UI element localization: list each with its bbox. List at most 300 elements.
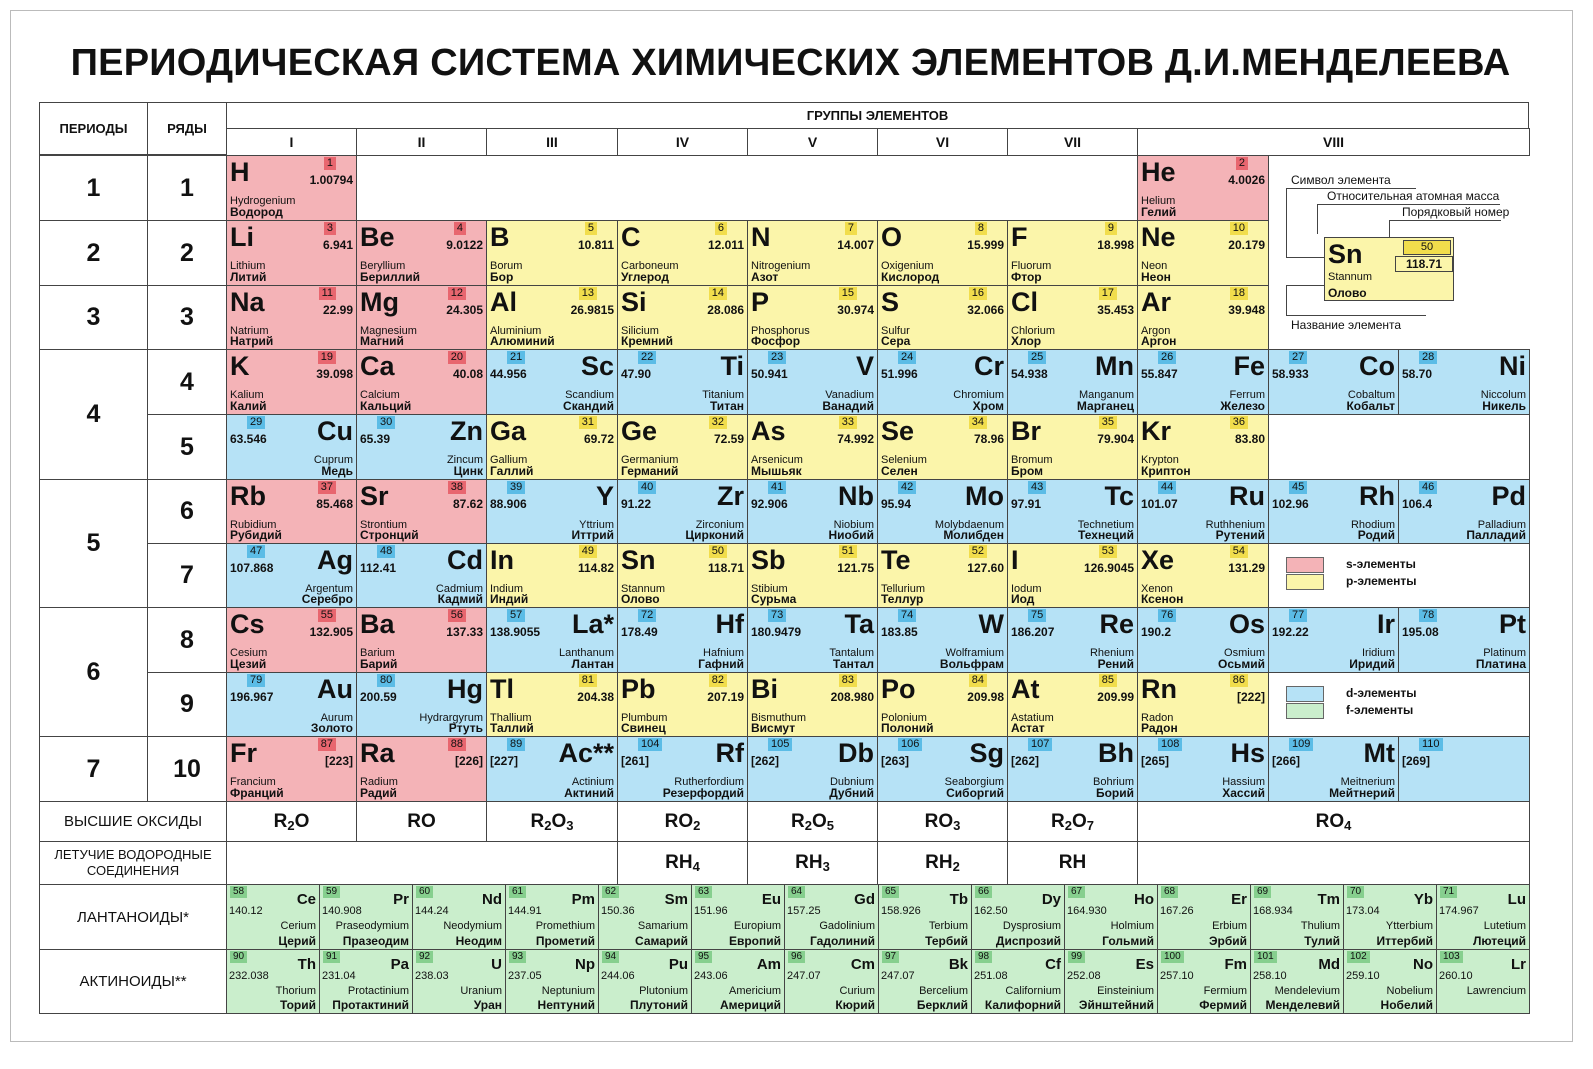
- element-cell-n: [747, 220, 878, 286]
- element-symbol: Gd: [854, 891, 875, 908]
- element-russian-name: Литий: [230, 270, 267, 284]
- element-number: 107: [1028, 738, 1052, 751]
- group-label: IV: [675, 134, 690, 150]
- element-mass: 259.10: [1346, 970, 1380, 982]
- element-latin-name: Cesium: [230, 647, 268, 659]
- element-symbol: He: [1141, 157, 1176, 187]
- element-russian-name: Плутоний: [630, 998, 688, 1012]
- element-latin-name: Arsenicum: [751, 454, 803, 466]
- actinide-cell-es: [1064, 949, 1158, 1014]
- element-latin-name: Fluorum: [1011, 260, 1052, 272]
- element-latin-name: Plutonium: [639, 985, 688, 997]
- rows-header: [147, 102, 227, 155]
- period-cell: [39, 155, 148, 221]
- element-cell-at: [1007, 672, 1138, 737]
- element-mass: 208.980: [830, 690, 874, 704]
- element-number: 60: [416, 886, 433, 898]
- element-number: 30: [377, 416, 395, 429]
- element-latin-name: Europium: [733, 920, 781, 932]
- element-number: 25: [1028, 351, 1046, 364]
- element-russian-name: Германий: [621, 464, 679, 478]
- element-mass: 58.933: [1272, 367, 1309, 381]
- legend-label-s: s-элементы: [1346, 557, 1416, 571]
- element-cell-cr: [877, 349, 1008, 415]
- formula-part: O: [294, 810, 310, 832]
- element-number: 86: [1230, 674, 1248, 687]
- element-mass: 88.906: [490, 497, 527, 511]
- key-line: [1286, 285, 1287, 316]
- element-symbol: Tb: [949, 891, 968, 908]
- element-mass: 173.04: [1346, 905, 1380, 917]
- element-russian-name: Гелий: [1141, 205, 1177, 219]
- element-russian-name: Медь: [321, 464, 353, 478]
- element-latin-name: Gallium: [490, 454, 528, 466]
- element-russian-name: Марганец: [1076, 399, 1134, 413]
- formula-part: RH: [925, 852, 953, 873]
- element-number: 102: [1347, 951, 1370, 963]
- element-symbol: Y: [595, 481, 614, 511]
- element-mass: 9.0122: [446, 238, 483, 252]
- legend-swatch-p: [1286, 574, 1324, 590]
- element-russian-name: Криптон: [1141, 464, 1191, 478]
- element-latin-name: Molybdaenum: [934, 519, 1004, 531]
- element-number: 45: [1289, 481, 1307, 494]
- element-latin-name: Dubnium: [829, 776, 874, 788]
- element-latin-name: Ytterbium: [1385, 920, 1433, 932]
- element-latin-name: Hafnium: [703, 647, 744, 659]
- element-mass: 252.08: [1067, 970, 1101, 982]
- formula-part: RH: [665, 852, 693, 873]
- element-cell-ga: [486, 414, 618, 480]
- key-sample-latin: Stannum: [1328, 271, 1373, 283]
- element-latin-name: Ruthhenium: [1205, 519, 1265, 531]
- element-number: 105: [768, 738, 792, 751]
- element-mass: 22.99: [322, 303, 353, 317]
- element-mass: 92.906: [751, 497, 788, 511]
- key-sample-mass: 118.71: [1395, 256, 1453, 272]
- element-mass: 107.868: [230, 561, 274, 575]
- formula-subscript: 2: [693, 817, 701, 833]
- element-number: 110: [1419, 738, 1443, 751]
- element-latin-name: Protactinium: [347, 985, 409, 997]
- element-cell-sr: [356, 479, 487, 544]
- element-latin-name: Lanthanum: [558, 647, 614, 659]
- element-number: 68: [1161, 886, 1178, 898]
- element-number: 54: [1230, 545, 1248, 558]
- element-symbol: Ce: [296, 891, 316, 908]
- element-mass: 14.007: [837, 238, 874, 252]
- element-mass: [227]: [490, 754, 519, 768]
- element-russian-name: Эрбий: [1208, 934, 1247, 948]
- element-latin-name: Titanium: [702, 389, 744, 401]
- formula-part: R: [273, 810, 288, 832]
- element-mass: 39.098: [316, 367, 353, 381]
- element-latin-name: Americium: [729, 985, 781, 997]
- element-symbol: Pt: [1499, 609, 1526, 639]
- element-latin-name: Cobaltum: [1347, 389, 1395, 401]
- element-latin-name: Carboneum: [621, 260, 679, 272]
- element-mass: 195.08: [1402, 625, 1439, 639]
- row-cell: [147, 414, 227, 480]
- lanthanide-cell-eu: [691, 884, 785, 950]
- element-number: 103: [1440, 951, 1463, 963]
- element-symbol: Rh: [1359, 481, 1395, 511]
- group-header-1: [226, 128, 357, 156]
- element-symbol: Sm: [664, 891, 688, 908]
- element-russian-name: Титан: [709, 399, 744, 413]
- element-symbol: No: [1413, 956, 1433, 973]
- element-mass: 247.07: [881, 970, 915, 982]
- element-symbol: Ac**: [558, 738, 614, 768]
- element-symbol: In: [490, 545, 514, 575]
- element-number: 38: [448, 481, 466, 494]
- period-cell: [39, 349, 148, 480]
- element-latin-name: Nitrogenium: [751, 260, 811, 272]
- row-number: 2: [180, 238, 194, 267]
- element-mass: 167.26: [1160, 905, 1194, 917]
- oxide-formula: [407, 811, 436, 833]
- element-mass: 26.9815: [570, 303, 614, 317]
- element-cell-al: [486, 285, 618, 350]
- element-cell-mo: [877, 479, 1008, 544]
- group-header-3: [486, 128, 618, 156]
- element-cell-ti: [617, 349, 748, 415]
- element-russian-name: Гадолиний: [810, 934, 875, 948]
- element-symbol: Br: [1011, 416, 1042, 446]
- element-russian-name: Свинец: [621, 721, 666, 735]
- element-russian-name: Бром: [1011, 464, 1044, 478]
- element-russian-name: Вольфрам: [939, 657, 1004, 671]
- element-latin-name: Palladium: [1477, 519, 1526, 531]
- element-cell-co: [1268, 349, 1399, 415]
- element-mass: 87.62: [452, 497, 483, 511]
- period-cell: [39, 220, 148, 286]
- element-symbol: Ba: [360, 609, 395, 639]
- group-label: VII: [1063, 134, 1082, 150]
- element-russian-name: Сурьма: [751, 592, 797, 606]
- element-mass: 32.066: [967, 303, 1004, 317]
- actinide-cell-md: [1250, 949, 1344, 1014]
- element-symbol: C: [621, 222, 641, 252]
- element-symbol: O: [881, 222, 903, 252]
- element-russian-name: Америций: [719, 998, 781, 1012]
- element-symbol: W: [978, 609, 1004, 639]
- element-mass: 101.07: [1141, 497, 1178, 511]
- element-russian-name: Ртуть: [448, 721, 483, 735]
- hydrides-label-text: ЛЕТУЧИЕ ВОДОРОДНЫЕ СОЕДИНЕНИЯ: [54, 847, 212, 878]
- element-mass: 209.98: [967, 690, 1004, 704]
- element-cell-rf: [617, 736, 748, 802]
- actinide-cell-no: [1343, 949, 1437, 1014]
- element-russian-name: Фермий: [1199, 998, 1247, 1012]
- element-mass: 83.80: [1234, 432, 1265, 446]
- element-russian-name: Теллур: [881, 592, 924, 606]
- element-mass: 196.967: [230, 690, 274, 704]
- element-latin-name: Chromium: [953, 389, 1004, 401]
- element-symbol: Cr: [973, 351, 1004, 381]
- element-latin-name: Actinium: [571, 776, 614, 788]
- element-russian-name: Магний: [360, 334, 404, 348]
- element-latin-name: Bromum: [1011, 454, 1053, 466]
- element-russian-name: Астат: [1011, 721, 1045, 735]
- element-latin-name: Manganum: [1078, 389, 1134, 401]
- element-mass: 192.22: [1272, 625, 1309, 639]
- element-russian-name: Радий: [360, 786, 397, 800]
- element-mass: 35.453: [1097, 303, 1134, 317]
- oxide-formula: [1051, 811, 1094, 833]
- element-latin-name: Selenium: [881, 454, 927, 466]
- element-symbol: Be: [360, 222, 395, 252]
- element-russian-name: Кремний: [621, 334, 674, 348]
- element-number: 27: [1289, 351, 1307, 364]
- legend-sp: [1286, 557, 1486, 593]
- actinide-cell-fm: [1157, 949, 1251, 1014]
- element-number: 78: [1419, 609, 1437, 622]
- formula-part: R: [1051, 810, 1065, 832]
- element-cell-bi: [747, 672, 878, 737]
- formula-part: RH: [795, 852, 823, 873]
- element-latin-name: Aluminium: [490, 325, 542, 337]
- element-mass: 65.39: [360, 432, 391, 446]
- element-number: 7: [845, 222, 857, 235]
- legend-df: [1286, 686, 1486, 722]
- element-mass: 69.72: [583, 432, 614, 446]
- element-cell-si: [617, 285, 748, 350]
- element-cell-pb: [617, 672, 748, 737]
- element-mass: 251.08: [974, 970, 1008, 982]
- group-label: VIII: [1322, 134, 1344, 150]
- element-latin-name: Erbium: [1212, 920, 1247, 932]
- hydride-cell-group-7: [1007, 841, 1138, 885]
- oxides-label: [39, 801, 227, 842]
- formula-part: O: [551, 810, 567, 832]
- element-symbol: Hg: [447, 674, 483, 704]
- element-mass: 243.06: [694, 970, 728, 982]
- element-mass: 78.96: [973, 432, 1004, 446]
- oxide-cell-group-6: [877, 801, 1008, 842]
- element-russian-name: Фосфор: [751, 334, 801, 348]
- row-number: 6: [180, 497, 194, 525]
- formula-part: RO: [924, 810, 954, 832]
- element-latin-name: Chlorium: [1011, 325, 1056, 337]
- lanthanide-cell-pm: [505, 884, 599, 950]
- hydrides-label: [39, 841, 227, 885]
- element-symbol: Rn: [1141, 674, 1177, 704]
- element-number: 48: [377, 545, 395, 558]
- element-mass: 164.930: [1067, 905, 1107, 917]
- element-russian-name: Серебро: [301, 592, 353, 606]
- element-latin-name: Cadmium: [435, 583, 483, 595]
- element-latin-name: Neodymium: [443, 920, 502, 932]
- element-russian-name: Алюминий: [490, 334, 555, 348]
- element-number: 20: [448, 351, 466, 364]
- element-latin-name: Bercelium: [919, 985, 968, 997]
- element-symbol: Ra: [360, 738, 395, 768]
- group-label: I: [289, 134, 294, 150]
- element-russian-name: Рений: [1097, 657, 1134, 671]
- element-latin-name: Tellurium: [881, 583, 926, 595]
- formula-subscript: 2: [1064, 817, 1072, 833]
- key-line: [1317, 204, 1500, 205]
- element-russian-name: Актиний: [564, 786, 614, 800]
- element-symbol: Sb: [751, 545, 786, 575]
- element-number: 90: [230, 951, 247, 963]
- element-mass: 44.956: [490, 367, 527, 381]
- period-cell: [39, 736, 148, 802]
- element-mass: 231.04: [322, 970, 356, 982]
- element-number: 80: [377, 674, 395, 687]
- element-russian-name: Калий: [230, 399, 267, 413]
- element-cell-be: [356, 220, 487, 286]
- element-symbol: Pb: [621, 674, 656, 704]
- element-symbol: Np: [575, 956, 595, 973]
- element-number: 92: [416, 951, 433, 963]
- element-mass: [262]: [1011, 754, 1040, 768]
- element-cell-hf: [617, 607, 748, 673]
- element-symbol: Ag: [317, 545, 353, 575]
- element-symbol: Sg: [969, 738, 1004, 768]
- element-mass: 127.60: [967, 561, 1004, 575]
- element-number: 62: [602, 886, 619, 898]
- element-mass: 50.941: [751, 367, 788, 381]
- formula-subscript: 4: [692, 859, 700, 874]
- lanthanide-cell-pr: [319, 884, 413, 950]
- element-mass: 151.96: [694, 905, 728, 917]
- element-cell-k: [226, 349, 357, 415]
- key-line: [1286, 285, 1325, 286]
- element-number: 63: [695, 886, 712, 898]
- element-russian-name: Франций: [230, 786, 284, 800]
- element-russian-name: Фтор: [1011, 270, 1042, 284]
- element-symbol: Li: [230, 222, 254, 252]
- element-mass: 132.905: [309, 625, 353, 639]
- element-mass: 118.71: [707, 561, 744, 575]
- element-latin-name: Nobelium: [1386, 985, 1433, 997]
- element-latin-name: Neon: [1141, 260, 1168, 272]
- element-symbol: Cu: [317, 416, 353, 446]
- element-cell-as: [747, 414, 878, 480]
- element-latin-name: Aurum: [320, 712, 353, 724]
- lanthanide-label-text: ЛАНТАНОИДЫ*: [77, 908, 189, 926]
- element-cell-bh: [1007, 736, 1138, 802]
- actinide-cell-cm: [784, 949, 879, 1014]
- element-latin-name: Borum: [490, 260, 523, 272]
- element-latin-name: Thallium: [490, 712, 532, 724]
- element-number: 12: [448, 287, 466, 300]
- element-number: 101: [1254, 951, 1277, 963]
- element-russian-name: Европий: [728, 934, 781, 948]
- element-russian-name: Лютеций: [1472, 934, 1526, 948]
- group-header-7: [1007, 128, 1138, 156]
- element-russian-name: Сиборгий: [946, 786, 1004, 800]
- element-number: 77: [1289, 609, 1307, 622]
- element-symbol: Dy: [1041, 891, 1061, 908]
- element-key: [1269, 157, 1527, 337]
- element-number: 82: [709, 674, 727, 687]
- element-number: 57: [507, 609, 525, 622]
- element-symbol: U: [491, 956, 502, 973]
- element-symbol: Cl: [1011, 287, 1038, 317]
- element-cell-xe: [1137, 543, 1269, 608]
- lanthanide-cell-dy: [971, 884, 1065, 950]
- actinide-cell-pu: [598, 949, 692, 1014]
- legend-label-p: p-элементы: [1346, 574, 1417, 588]
- element-mass: 260.10: [1439, 970, 1473, 982]
- row-number: 7: [180, 561, 194, 589]
- row-cell: [147, 672, 227, 737]
- formula-subscript: 3: [566, 817, 574, 833]
- element-russian-name: Уран: [473, 998, 502, 1012]
- element-russian-name: Барий: [360, 657, 398, 671]
- group-label: VI: [935, 134, 950, 150]
- element-cell-te: [877, 543, 1008, 608]
- element-number: 64: [788, 886, 805, 898]
- element-russian-name: Кюрий: [835, 998, 875, 1012]
- element-latin-name: Niccolum: [1480, 389, 1526, 401]
- element-symbol: N: [751, 222, 771, 252]
- element-number: 22: [638, 351, 656, 364]
- element-russian-name: Висмут: [751, 721, 796, 735]
- element-russian-name: Олово: [621, 592, 660, 606]
- lanthanide-cell-er: [1157, 884, 1251, 950]
- hydride-cell-group-6: [877, 841, 1008, 885]
- element-number: 5: [585, 222, 597, 235]
- element-cell-ar: [1137, 285, 1269, 350]
- element-mass: 6.941: [322, 238, 353, 252]
- element-number: 1: [324, 157, 336, 170]
- element-number: 83: [839, 674, 857, 687]
- row-cell: [147, 220, 227, 286]
- page-title: ПЕРИОДИЧЕСКАЯ СИСТЕМА ХИМИЧЕСКИХ ЭЛЕМЕНТОВ Д.И.МЕНДЕЛЕЕВА: [70, 42, 1511, 84]
- element-mass: [262]: [751, 754, 780, 768]
- hydride-formula: [1059, 852, 1086, 874]
- element-symbol: Pd: [1491, 481, 1526, 511]
- lanthanide-cell-nd: [412, 884, 506, 950]
- element-mass: 140.12: [229, 905, 263, 917]
- element-number: 43: [1028, 481, 1046, 494]
- element-number: 18: [1230, 287, 1248, 300]
- element-number: 99: [1068, 951, 1085, 963]
- lanthanide-cell-tm: [1250, 884, 1344, 950]
- element-latin-name: Iridium: [1361, 647, 1395, 659]
- row-cell: [147, 285, 227, 350]
- element-number: 51: [839, 545, 857, 558]
- element-number: 21: [507, 351, 525, 364]
- element-symbol: Bi: [751, 674, 778, 704]
- element-number: 70: [1347, 886, 1364, 898]
- periodic-table: [39, 102, 1529, 1014]
- element-russian-name: Полоний: [881, 721, 934, 735]
- element-mass: 102.96: [1272, 497, 1309, 511]
- element-russian-name: Стронций: [360, 528, 419, 542]
- element-latin-name: Rubidium: [230, 519, 277, 531]
- element-number: 81: [579, 674, 597, 687]
- element-latin-name: Kalium: [230, 389, 264, 401]
- formula-part: RO: [664, 810, 694, 832]
- element-symbol: Nb: [838, 481, 874, 511]
- actinide-cell-u: [412, 949, 506, 1014]
- element-mass: [226]: [454, 754, 483, 768]
- element-mass: 24.305: [446, 303, 483, 317]
- element-number: 40: [638, 481, 656, 494]
- element-symbol: Ga: [490, 416, 527, 446]
- element-number: 36: [1230, 416, 1248, 429]
- oxide-cell-group-4: [617, 801, 748, 842]
- element-latin-name: Ferrum: [1229, 389, 1265, 401]
- element-mass: [269]: [1402, 754, 1431, 768]
- element-mass: 190.2: [1141, 625, 1172, 639]
- element-mass: 30.974: [837, 303, 874, 317]
